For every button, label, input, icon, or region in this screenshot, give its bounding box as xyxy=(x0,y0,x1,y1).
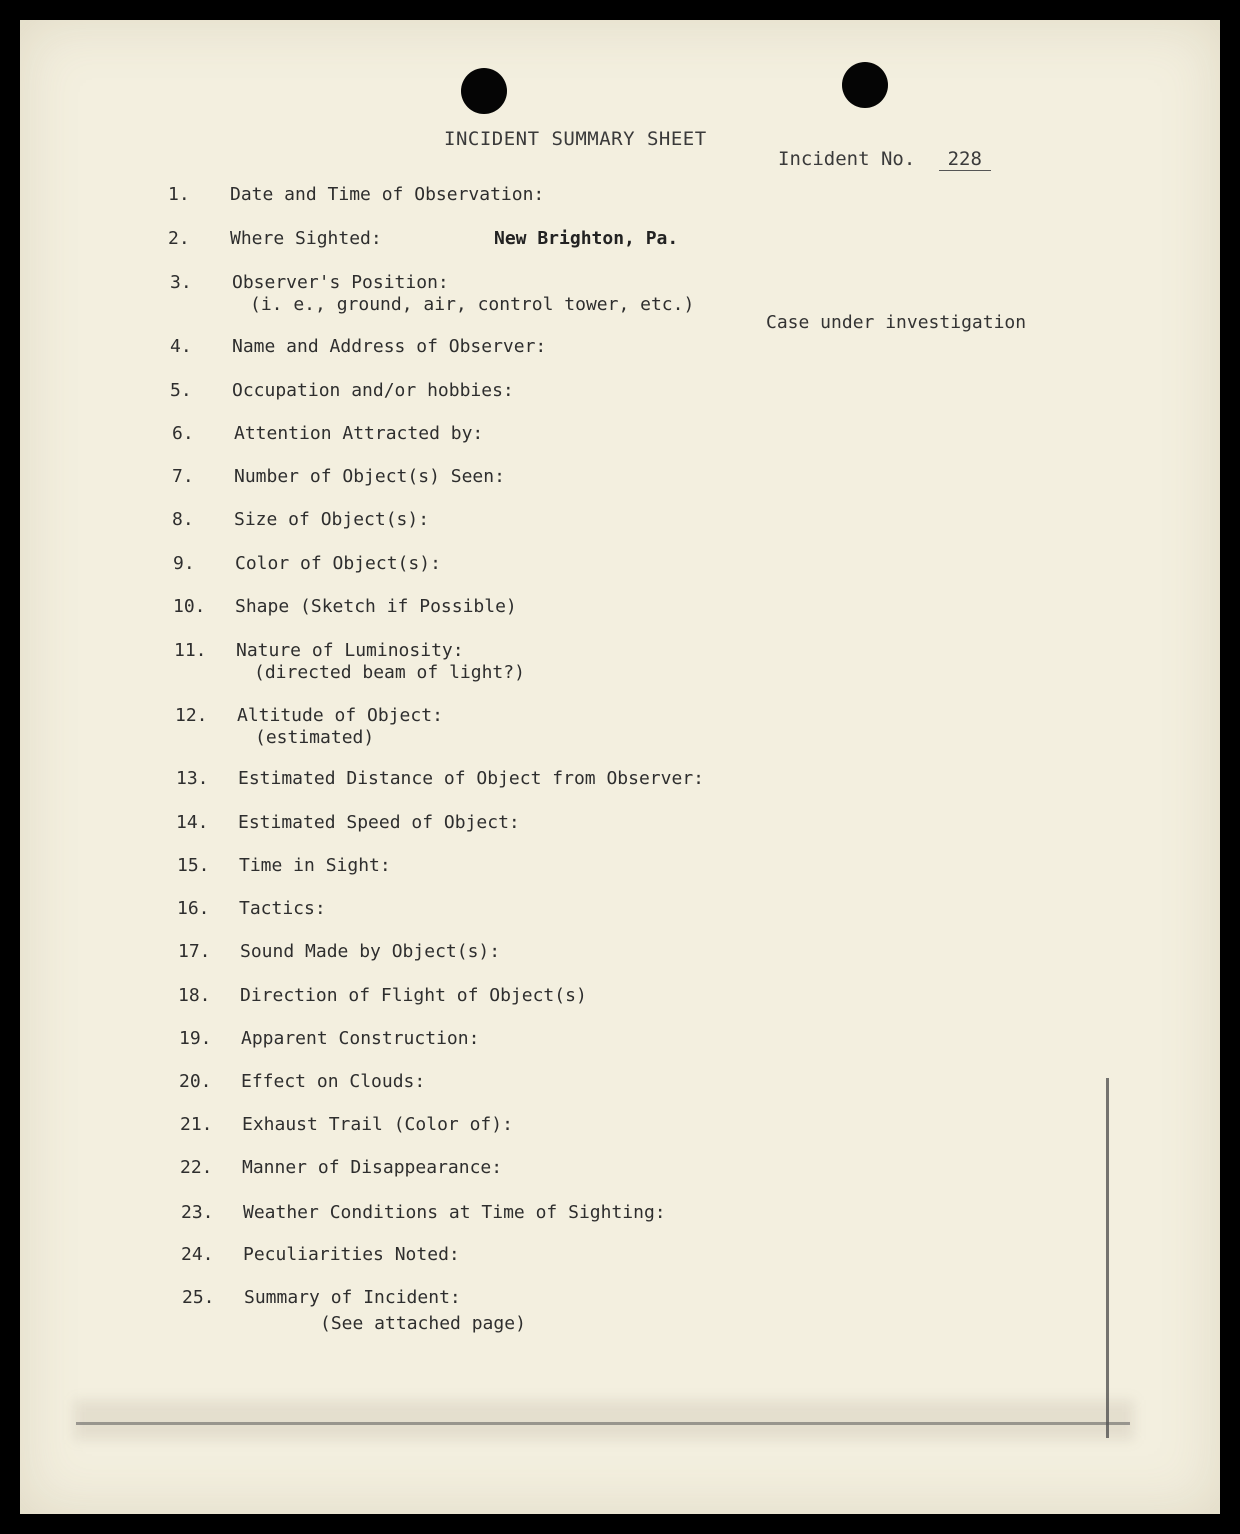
incident-number: 228 xyxy=(939,148,991,171)
item-label: Tactics: xyxy=(239,898,326,919)
punch-hole-right xyxy=(842,62,888,108)
case-status-note: Case under investigation xyxy=(766,312,1027,333)
item-number: 6. xyxy=(172,423,194,444)
item-number: 4. xyxy=(170,336,192,357)
item-label: Nature of Luminosity: xyxy=(236,640,464,661)
item-value: New Brighton, Pa. xyxy=(494,228,679,249)
item-number: 21. xyxy=(180,1114,213,1135)
item-number: 10. xyxy=(173,596,206,617)
item-number: 12. xyxy=(175,705,208,726)
item-number: 24. xyxy=(181,1244,214,1265)
item-number: 19. xyxy=(179,1028,212,1049)
item-number: 2. xyxy=(168,228,190,249)
item-number: 8. xyxy=(172,509,194,530)
item-label: Color of Object(s): xyxy=(235,553,441,574)
item-label: Weather Conditions at Time of Sighting: xyxy=(243,1202,666,1223)
item-number: 3. xyxy=(170,272,192,293)
item-sublabel: (See attached page) xyxy=(320,1313,526,1334)
item-label: Occupation and/or hobbies: xyxy=(232,380,514,401)
item-number: 14. xyxy=(176,812,209,833)
item-label: Attention Attracted by: xyxy=(234,423,484,444)
item-label: Peculiarities Noted: xyxy=(243,1244,460,1265)
item-number: 18. xyxy=(178,985,211,1006)
item-label: Shape (Sketch if Possible) xyxy=(235,596,517,617)
item-number: 9. xyxy=(173,553,195,574)
incident-label: Incident No. xyxy=(778,148,916,170)
vertical-rule-line xyxy=(1106,1078,1109,1438)
item-label: Date and Time of Observation: xyxy=(230,184,545,205)
paper-stain xyxy=(74,1400,1134,1440)
item-number: 11. xyxy=(174,640,207,661)
punch-hole-left xyxy=(461,68,507,114)
item-label: Observer's Position: xyxy=(232,272,449,293)
item-number: 7. xyxy=(172,466,194,487)
item-sublabel: (directed beam of light?) xyxy=(254,662,525,683)
item-number: 20. xyxy=(179,1071,212,1092)
document-title: INCIDENT SUMMARY SHEET xyxy=(444,128,707,150)
item-label: Apparent Construction: xyxy=(241,1028,480,1049)
item-label: Estimated Speed of Object: xyxy=(238,812,520,833)
item-number: 5. xyxy=(170,380,192,401)
item-sublabel: (estimated) xyxy=(255,727,375,748)
item-label: Size of Object(s): xyxy=(234,509,430,530)
item-label: Direction of Flight of Object(s) xyxy=(240,985,587,1006)
item-label: Time in Sight: xyxy=(239,855,391,876)
item-number: 1. xyxy=(168,184,190,205)
item-label: Exhaust Trail (Color of): xyxy=(242,1114,513,1135)
horizontal-rule-line xyxy=(76,1422,1130,1425)
item-label: Sound Made by Object(s): xyxy=(240,941,501,962)
item-label: Number of Object(s) Seen: xyxy=(234,466,505,487)
item-label: Manner of Disappearance: xyxy=(242,1157,503,1178)
item-label: Estimated Distance of Object from Observer: xyxy=(238,768,704,789)
item-number: 23. xyxy=(181,1202,214,1223)
item-label: Summary of Incident: xyxy=(244,1287,461,1308)
item-label: Name and Address of Observer: xyxy=(232,336,547,357)
item-label: Where Sighted: xyxy=(230,228,382,249)
item-number: 16. xyxy=(177,898,210,919)
item-number: 17. xyxy=(178,941,211,962)
item-label: Effect on Clouds: xyxy=(241,1071,426,1092)
item-number: 25. xyxy=(182,1287,215,1308)
item-number: 22. xyxy=(180,1157,213,1178)
incident-number-block xyxy=(778,148,991,171)
item-sublabel: (i. e., ground, air, control tower, etc.) xyxy=(250,294,695,315)
item-number: 13. xyxy=(176,768,209,789)
document-page xyxy=(20,20,1220,1514)
item-label: Altitude of Object: xyxy=(237,705,443,726)
item-number: 15. xyxy=(177,855,210,876)
